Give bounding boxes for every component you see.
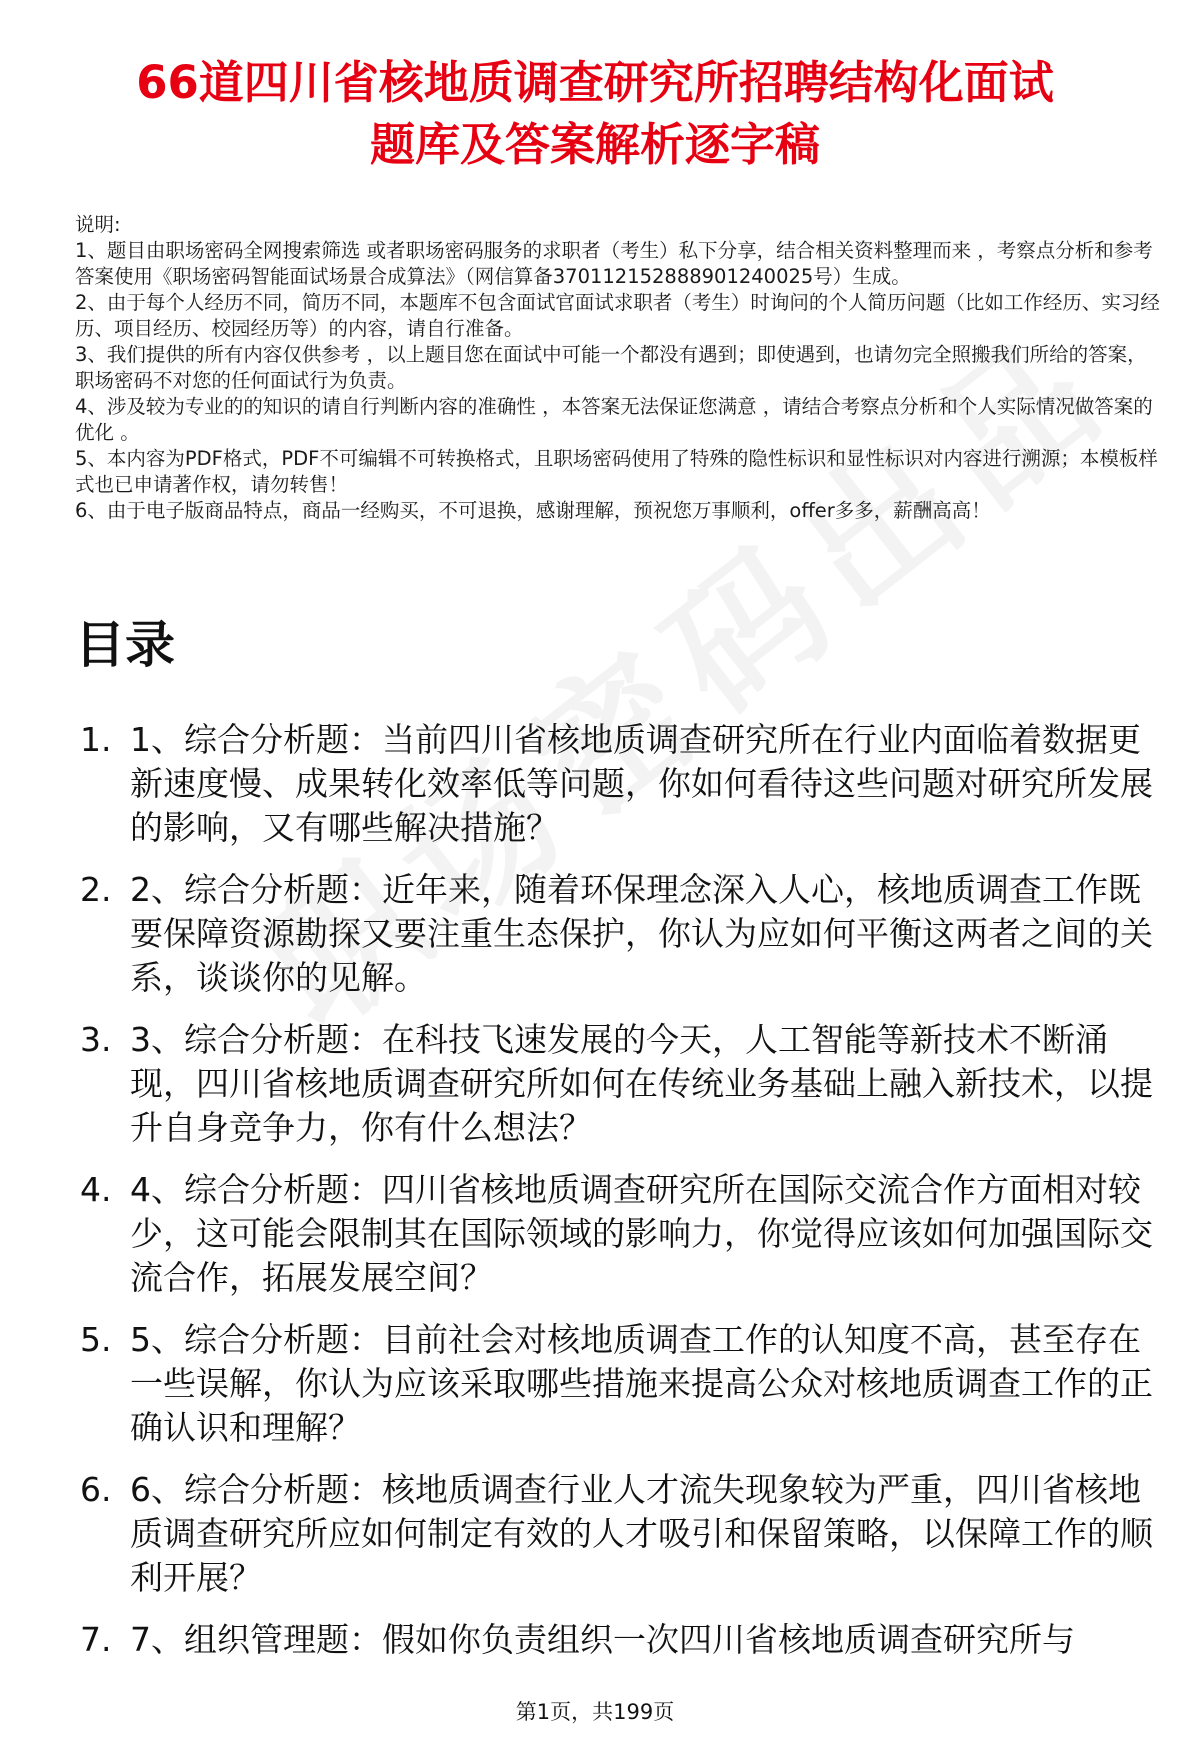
toc-item-text: 3、综合分析题：在科技飞速发展的今天，人工智能等新技术不断涌现，四川省核地质调查研究所如何在传统业务基础上融入新技术，以提升自身竞争力，你有什么想法？ bbox=[130, 1020, 1153, 1147]
toc-item-number: 7. bbox=[80, 1620, 112, 1659]
toc-item[interactable] bbox=[75, 1318, 1170, 1450]
notes-heading: 说明: bbox=[75, 213, 121, 236]
note-item: 2、由于每个人经历不同，简历不同，本题库不包含面试官面试求职者（考生）时询问的个人简历问题（比如工作经历、实习经历、项目经历、校园经历等）的内容，请自行准备。 bbox=[75, 291, 1160, 340]
note-item: 4、涉及较为专业的的知识的请自行判断内容的准确性 ，本答案无法保证您满意 ，请结合考察点分析和个人实际情况做答案的优化 。 bbox=[75, 395, 1153, 444]
toc-item[interactable] bbox=[75, 1468, 1170, 1600]
toc-item[interactable] bbox=[75, 1618, 1170, 1662]
toc-item-text: 4、综合分析题：四川省核地质调查研究所在国际交流合作方面相对较少，这可能会限制其在国际领域的影响力，你觉得应该如何加强国际交流合作，拓展发展空间？ bbox=[130, 1170, 1153, 1297]
toc-item-text: 5、综合分析题：目前社会对核地质调查工作的认知度不高，甚至存在一些误解，你认为应该采取哪些措施来提高公众对核地质调查工作的正确认识和理解？ bbox=[130, 1320, 1153, 1447]
toc-item-text: 6、综合分析题：核地质调查行业人才流失现象较为严重，四川省核地质调查研究所应如何制定有效的人才吸引和保留策略，以保障工作的顺利开展？ bbox=[130, 1470, 1153, 1597]
note-item: 6、由于电子版商品特点，商品一经购买，不可退换，感谢理解，预祝您万事顺利，offer多多，薪酬高高！ bbox=[75, 499, 991, 522]
title-line-2: 题库及答案解析逐字稿 bbox=[369, 118, 820, 171]
document-title bbox=[40, 52, 1150, 176]
title-line-1: 66道四川省核地质调查研究所招聘结构化面试 bbox=[136, 56, 1054, 109]
toc-item-number: 2. bbox=[80, 870, 112, 909]
toc-item-text: 2、综合分析题：近年来，随着环保理念深入人心，核地质调查工作既要保障资源勘探又要注重生态保护，你认为应如何平衡这两者之间的关系，谈谈你的见解。 bbox=[130, 870, 1153, 997]
toc-item[interactable] bbox=[75, 1168, 1170, 1300]
note-item: 5、本内容为PDF格式，PDF不可编辑不可转换格式，且职场密码使用了特殊的隐性标识和显性标识对内容进行溯源；本模板样式也已申请著作权，请勿转售！ bbox=[75, 447, 1158, 496]
toc-item-text: 1、综合分析题：当前四川省核地质调查研究所在行业内面临着数据更新速度慢、成果转化效率低等问题，你如何看待这些问题对研究所发展的影响，又有哪些解决措施？ bbox=[130, 720, 1153, 847]
note-item: 3、我们提供的所有内容仅供参考 ，以上题目您在面试中可能一个都没有遇到；即使遇到，也请勿完全照搬我们所给的答案，职场密码不对您的任何面试行为负责。 bbox=[75, 343, 1147, 392]
notes-section bbox=[75, 212, 1165, 524]
note-item: 1、题目由职场密码全网搜索筛选 或者职场密码服务的求职者（考生）私下分享，结合相关资料整理而来 ，考察点分析和参考答案使用《职场密码智能面试场景合成算法》（网信算备370112152888901240025号）生成。 bbox=[75, 239, 1153, 288]
page-footer: 第1页，共199页 bbox=[515, 1700, 675, 1724]
toc-item-number: 3. bbox=[80, 1020, 112, 1059]
toc-list bbox=[75, 718, 1170, 1680]
toc-item[interactable] bbox=[75, 1018, 1170, 1150]
toc-item[interactable] bbox=[75, 718, 1170, 850]
toc-item[interactable] bbox=[75, 868, 1170, 1000]
toc-heading: 目录 bbox=[75, 616, 175, 674]
toc-item-number: 1. bbox=[80, 720, 112, 759]
toc-item-number: 6. bbox=[80, 1470, 112, 1509]
toc-item-number: 4. bbox=[80, 1170, 112, 1209]
toc-item-number: 5. bbox=[80, 1320, 112, 1359]
toc-item-text: 7、组织管理题：假如你负责组织一次四川省核地质调查研究所与 bbox=[130, 1620, 1075, 1659]
